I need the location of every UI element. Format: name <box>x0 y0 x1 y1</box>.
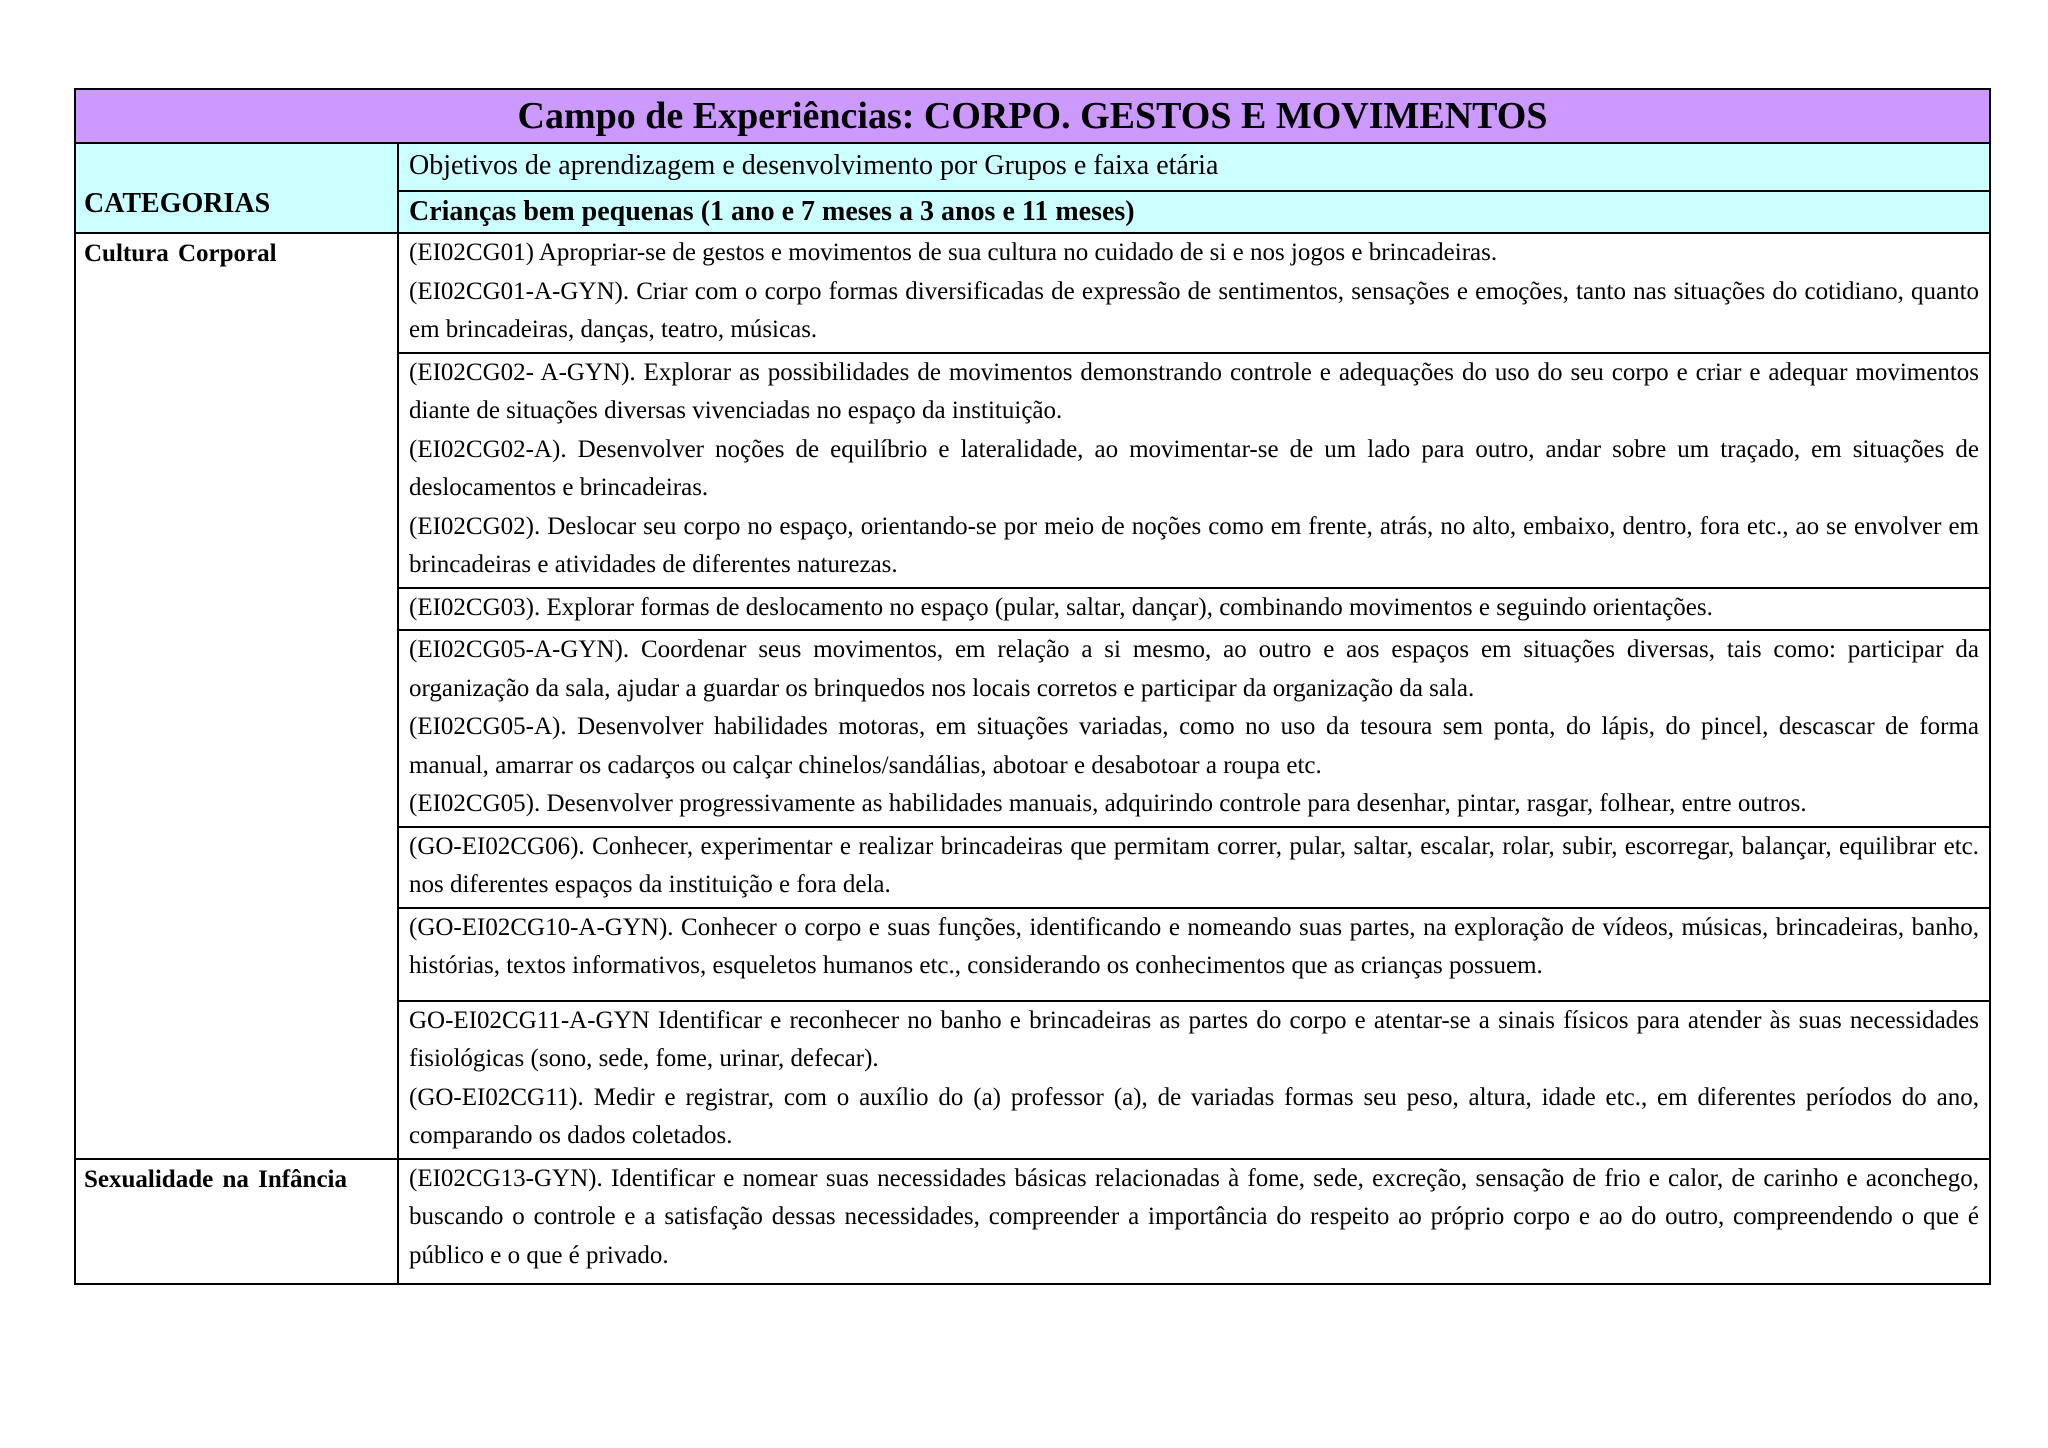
categories-header: CATEGORIAS <box>75 143 398 233</box>
table-row <box>75 233 1990 353</box>
objective-group <box>398 1001 1990 1159</box>
objective-group <box>398 233 1990 353</box>
objective-item: (EI02CG05). Desenvolver progressivamente as habilidades manuais, adquirindo controle para desenhar, pintar, rasgar, folhear, entre outros. <box>409 790 1807 817</box>
category-sexualidade-na-infancia: Sexualidade na Infância <box>75 1159 398 1285</box>
header-row-1 <box>75 143 1990 191</box>
objective-item: (EI02CG02). Deslocar seu corpo no espaço, orientando-se por meio de noções como em frente, atrás, no alto, embaixo, dentro, fora etc., ao se envolver em brincadeiras e atividades de diferentes naturezas. <box>409 512 1980 578</box>
objective-item: (GO-EI02CG06). Conhecer, experimentar e realizar brincadeiras que permitam correr, pular, saltar, escalar, rolar, subir, escorregar, balançar, equilibrar etc. nos diferentes espaços da instituição e fora dela. <box>409 832 1980 898</box>
objectives-header: Objetivos de aprendizagem e desenvolvimento por Grupos e faixa etária <box>398 143 1990 191</box>
objective-item: (EI02CG05-A-GYN). Coordenar seus movimentos, em relação a si mesmo, ao outro e aos espaços em situações diversas, tais como: participar da organização da sala, ajudar a guardar os brinquedos nos locais corretos e participar da organização da sala. <box>409 636 1980 702</box>
objective-group <box>398 827 1990 908</box>
table-title: Campo de Experiências: CORPO. GESTOS E MOVIMENTOS <box>75 89 1990 143</box>
objective-item: (GO-EI02CG10-A-GYN). Conhecer o corpo e suas funções, identificando e nomeando suas partes, na exploração de vídeos, músicas, brincadeiras, banho, histórias, textos informativos, esqueletos humanos etc., considerando os conhecimentos que as crianças possuem. <box>409 913 1980 979</box>
table-row <box>75 1159 1990 1285</box>
objective-group <box>398 908 1990 1001</box>
objective-item: (GO-EI02CG11). Medir e registrar, com o auxílio do (a) professor (a), de variadas formas seu peso, altura, idade etc., em diferentes períodos do ano, comparando os dados coletados. <box>409 1083 1980 1149</box>
objective-group <box>398 353 1990 588</box>
title-row <box>75 89 1990 143</box>
objective-item: (EI02CG01) Apropriar-se de gestos e movimentos de sua cultura no cuidado de si e nos jogos e brincadeiras. <box>409 239 1498 266</box>
age-group-header: Crianças bem pequenas (1 ano e 7 meses a 3 anos e 11 meses) <box>398 191 1990 233</box>
objectives-table <box>74 88 1991 1285</box>
objective-group <box>398 1159 1990 1285</box>
category-cultura-corporal: Cultura Corporal <box>75 233 398 1159</box>
objective-item: (EI02CG13-GYN). Identificar e nomear suas necessidades básicas relacionadas à fome, sede, excreção, sensação de frio e calor, de carinho e aconchego, buscando o controle e a satisfação dessas necessidades, compreender a importância do respeito ao próprio corpo e ao do outro, compreendendo o que é público e o que é privado. <box>409 1164 1980 1269</box>
objective-item: GO-EI02CG11-A-GYN Identificar e reconhecer no banho e brincadeiras as partes do corpo e atentar-se a sinais físicos para atender às suas necessidades fisiológicas (sono, sede, fome, urinar, defecar). <box>409 1006 1980 1072</box>
objective-item: (EI02CG03). Explorar formas de deslocamento no espaço (pular, saltar, dançar), combinando movimentos e seguindo orientações. <box>409 593 1713 621</box>
objective-item: (EI02CG02-A). Desenvolver noções de equilíbrio e lateralidade, ao movimentar-se de um lado para outro, andar sobre um traçado, em situações de deslocamentos e brincadeiras. <box>409 435 1980 501</box>
objective-group <box>398 630 1990 827</box>
objective-item: (EI02CG01-A-GYN). Criar com o corpo formas diversificadas de expressão de sentimentos, sensações e emoções, tanto nas situações do cotidiano, quanto em brincadeiras, danças, teatro, músicas. <box>409 277 1980 343</box>
objective-group <box>398 588 1990 631</box>
objective-item: (EI02CG02- A-GYN). Explorar as possibilidades de movimentos demonstrando controle e adequações do uso do seu corpo e criar e adequar movimentos diante de situações diversas vivenciadas no espaço da instituição. <box>409 358 1980 424</box>
objective-item: (EI02CG05-A). Desenvolver habilidades motoras, em situações variadas, como no uso da tesoura sem ponta, do lápis, do pincel, descascar de forma manual, amarrar os cadarços ou calçar chinelos/sandálias, abotoar e desabotoar a roupa etc. <box>409 713 1980 779</box>
